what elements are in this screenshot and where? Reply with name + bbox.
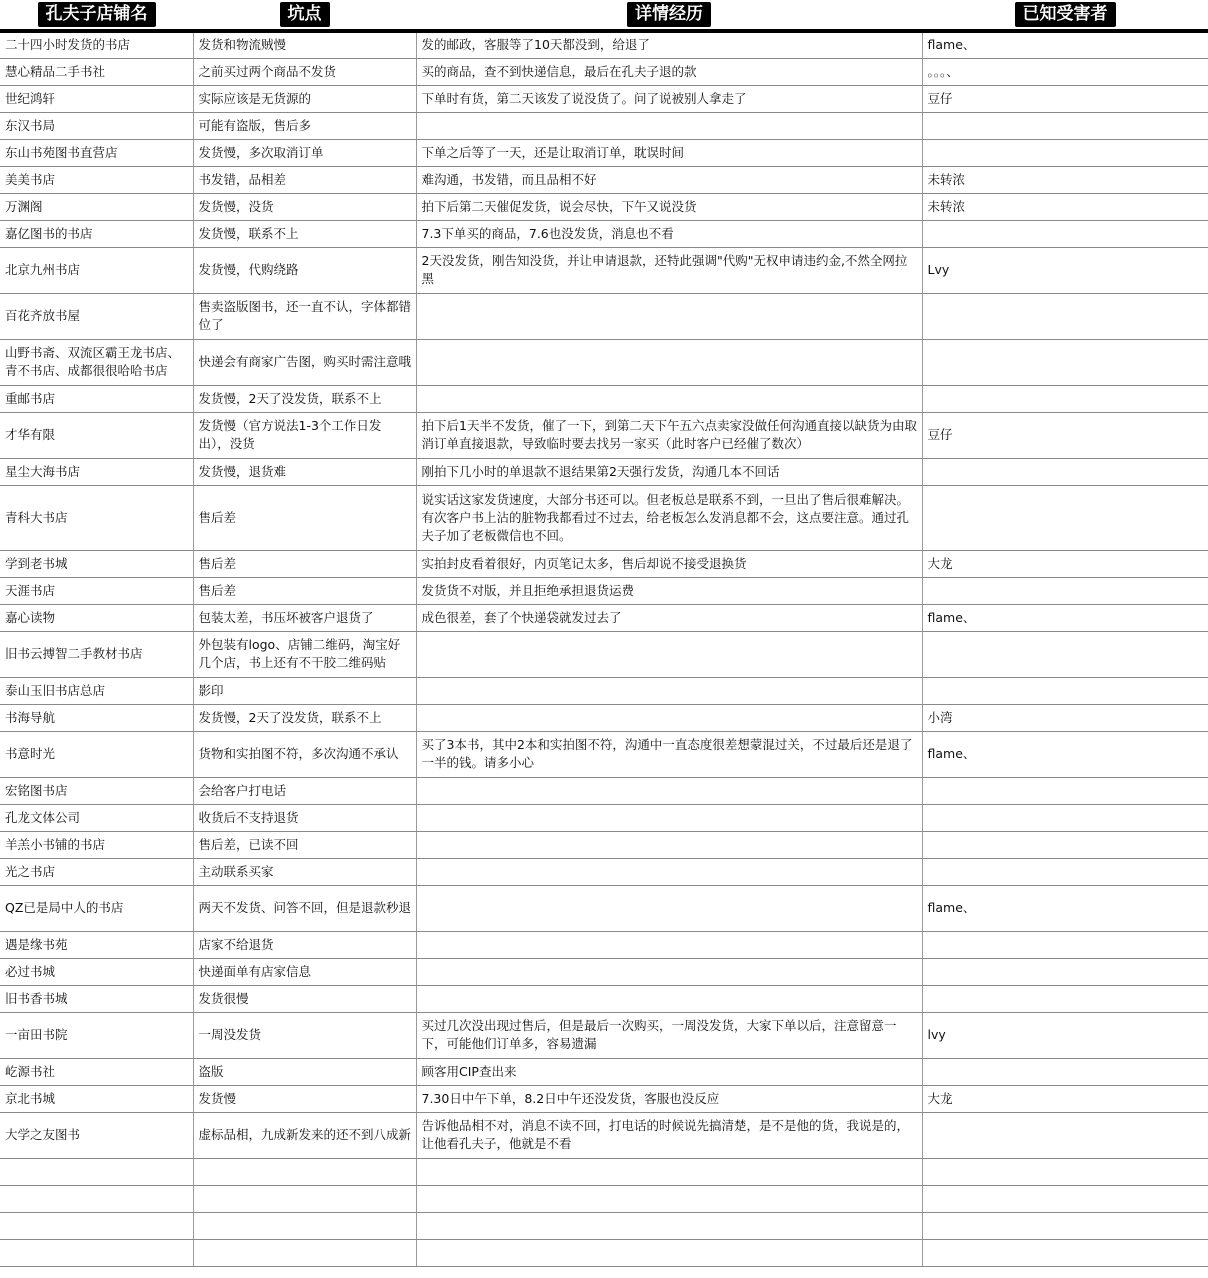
cell-shop-name: 大学之友图书 [0,1112,193,1158]
table-row [0,485,1208,550]
table-row [0,577,1208,604]
cell-victims: 未转浓 [922,166,1208,193]
table-row [0,193,1208,220]
cell-details: 发的邮政，客服等了10天都没到，给退了 [416,31,922,58]
cell-issue: 发货慢（官方说法1-3个工作日发出），没货 [193,412,416,458]
cell-shop-name: 羊羔小书铺的书店 [0,831,193,858]
cell-victims: 豆仔 [922,85,1208,112]
cell-issue: 发货慢，2天了没发货，联系不上 [193,704,416,731]
cell-details [416,112,922,139]
cell-victims [922,139,1208,166]
table-row [0,1185,1208,1212]
cell-details [416,677,922,704]
cell-details [416,293,922,339]
cell-issue: 发货慢 [193,1085,416,1112]
cell-details [416,339,922,385]
table-row [0,1058,1208,1085]
cell-issue: 售后差 [193,550,416,577]
cell-issue: 主动联系买家 [193,858,416,885]
cell-shop-name: 旧书云搏智二手教材书店 [0,631,193,677]
cell-victims [922,293,1208,339]
cell-details: 买了3本书，其中2本和实拍图不符，沟通中一直态度很差想蒙混过关，不过最后还是退了一半的钱。请多小心 [416,731,922,777]
cell-shop-name: 美美书店 [0,166,193,193]
table-row [0,339,1208,385]
header-row [0,0,1208,31]
cell-shop-name: 必过书城 [0,958,193,985]
cell-shop-name [0,1185,193,1212]
cell-details: 难沟通，书发错，而且品相不好 [416,166,922,193]
table-row [0,777,1208,804]
cell-victims [922,1185,1208,1212]
header-victims: 已知受害者 [922,0,1208,31]
table-row [0,550,1208,577]
cell-details [416,831,922,858]
cell-shop-name: 东汉书局 [0,112,193,139]
table-row [0,1212,1208,1239]
cell-issue: 发货慢，联系不上 [193,220,416,247]
cell-issue: 售卖盗版图书，还一直不认，字体都错位了 [193,293,416,339]
cell-details [416,931,922,958]
table-row [0,704,1208,731]
cell-victims [922,958,1208,985]
cell-shop-name: 孔龙文体公司 [0,804,193,831]
cell-issue [193,1158,416,1185]
cell-issue: 发货很慢 [193,985,416,1012]
table-row [0,931,1208,958]
cell-details [416,1185,922,1212]
cell-shop-name: 书意时光 [0,731,193,777]
cell-issue [193,1185,416,1212]
cell-details [416,1239,922,1266]
cell-victims: Lvy [922,247,1208,293]
cell-victims [922,804,1208,831]
cell-shop-name [0,1158,193,1185]
cell-victims: 大龙 [922,550,1208,577]
cell-victims: 。。。、 [922,58,1208,85]
cell-issue: 快递面单有店家信息 [193,958,416,985]
cell-issue: 发货慢，多次取消订单 [193,139,416,166]
cell-details [416,958,922,985]
cell-shop-name: 光之书店 [0,858,193,885]
cell-shop-name: 屹源书社 [0,1058,193,1085]
cell-shop-name: 星尘大海书店 [0,458,193,485]
table-row [0,958,1208,985]
cell-issue: 发货慢，退货难 [193,458,416,485]
cell-issue: 一周没发货 [193,1012,416,1058]
table-row [0,1112,1208,1158]
cell-victims [922,1212,1208,1239]
table-row [0,604,1208,631]
cell-victims [922,931,1208,958]
cell-issue: 店家不给退货 [193,931,416,958]
cell-shop-name: 重邮书店 [0,385,193,412]
cell-victims [922,112,1208,139]
cell-shop-name: 山野书斋、双流区霸王龙书店、青不书店、成都很很哈哈书店 [0,339,193,385]
cell-victims [922,458,1208,485]
cell-details: 实拍封皮看着很好，内页笔记太多，售后却说不接受退换货 [416,550,922,577]
cell-issue: 影印 [193,677,416,704]
header-details: 详情经历 [416,0,922,31]
cell-issue: 盗版 [193,1058,416,1085]
table-row [0,247,1208,293]
cell-shop-name: 东山书苑图书直营店 [0,139,193,166]
cell-victims: 小湾 [922,704,1208,731]
cell-victims: flame、 [922,885,1208,931]
cell-details: 买的商品，查不到快递信息，最后在孔夫子退的款 [416,58,922,85]
cell-issue: 两天不发货、问答不回，但是退款秒退 [193,885,416,931]
cell-issue [193,1212,416,1239]
cell-victims [922,1158,1208,1185]
cell-shop-name: 万渊阁 [0,193,193,220]
table-row [0,1012,1208,1058]
header-shop-name: 孔夫子店铺名 [0,0,193,31]
cell-details: 下单时有货，第二天该发了说没货了。问了说被别人拿走了 [416,85,922,112]
cell-victims [922,1112,1208,1158]
table-row [0,412,1208,458]
cell-victims [922,677,1208,704]
cell-details [416,858,922,885]
header-issue: 坑点 [193,0,416,31]
cell-shop-name: 遇是缘书苑 [0,931,193,958]
cell-details: 刚拍下几小时的单退款不退结果第2天强行发货，沟通几本不回话 [416,458,922,485]
cell-shop-name: 学到老书城 [0,550,193,577]
cell-victims: 豆仔 [922,412,1208,458]
table-row [0,804,1208,831]
cell-victims: flame、 [922,604,1208,631]
cell-issue: 会给客户打电话 [193,777,416,804]
table-row [0,831,1208,858]
cell-details: 成色很差，套了个快递袋就发过去了 [416,604,922,631]
cell-victims [922,577,1208,604]
table-row [0,385,1208,412]
cell-issue: 可能有盗版，售后多 [193,112,416,139]
cell-details: 7.30日中午下单，8.2日中午还没发货，客服也没反应 [416,1085,922,1112]
cell-details: 告诉他品相不对，消息不读不回，打电话的时候说先搞清楚，是不是他的货，我说是的，让他看孔夫子，他就是不看 [416,1112,922,1158]
cell-issue: 售后差 [193,485,416,550]
cell-details: 2天没发货，刚告知没货，并让申请退款，还特此强调"代购"无权申请违约金,不然全网拉黑 [416,247,922,293]
cell-shop-name: 一亩田书院 [0,1012,193,1058]
table-row [0,166,1208,193]
cell-details [416,704,922,731]
cell-victims [922,220,1208,247]
cell-shop-name: 青科大书店 [0,485,193,550]
cell-issue: 实际应该是无货源的 [193,85,416,112]
cell-victims [922,831,1208,858]
cell-issue: 收货后不支持退货 [193,804,416,831]
table-row [0,1158,1208,1185]
cell-shop-name: 二十四小时发货的书店 [0,31,193,58]
cell-details: 发货货不对版，并且拒绝承担退货运费 [416,577,922,604]
cell-details [416,385,922,412]
cell-details: 拍下后第二天催促发货，说会尽快，下午又说没货 [416,193,922,220]
cell-issue: 之前买过两个商品不发货 [193,58,416,85]
table-row [0,677,1208,704]
table-row [0,885,1208,931]
cell-details [416,1158,922,1185]
cell-shop-name: 世纪鸿轩 [0,85,193,112]
cell-issue [193,1239,416,1266]
cell-victims [922,1239,1208,1266]
cell-details [416,777,922,804]
cell-victims: 大龙 [922,1085,1208,1112]
table-row [0,631,1208,677]
cell-issue: 发货慢，没货 [193,193,416,220]
cell-victims: flame、 [922,31,1208,58]
cell-shop-name: 泰山玉旧书店总店 [0,677,193,704]
cell-shop-name: QZ已是局中人的书店 [0,885,193,931]
cell-victims: lvy [922,1012,1208,1058]
cell-issue: 外包装有logo、店铺二维码，淘宝好几个店，书上还有不干胶二维码贴 [193,631,416,677]
table-row [0,58,1208,85]
table-row [0,31,1208,58]
cell-victims: flame、 [922,731,1208,777]
table-row [0,858,1208,885]
cell-shop-name: 京北书城 [0,1085,193,1112]
cell-shop-name [0,1239,193,1266]
cell-shop-name: 书海导航 [0,704,193,731]
cell-issue: 快递会有商家广告图，购买时需注意哦 [193,339,416,385]
cell-details: 顾客用CIP查出来 [416,1058,922,1085]
cell-issue: 售后差，已读不回 [193,831,416,858]
cell-issue: 虚标品相，九成新发来的还不到八成新 [193,1112,416,1158]
cell-shop-name: 宏铭图书店 [0,777,193,804]
table-row [0,458,1208,485]
cell-issue: 书发错，品相差 [193,166,416,193]
table-row [0,220,1208,247]
table-row [0,1085,1208,1112]
table-row [0,139,1208,166]
cell-issue: 售后差 [193,577,416,604]
cell-victims: 未转浓 [922,193,1208,220]
cell-shop-name: 天涯书店 [0,577,193,604]
cell-details: 7.3下单买的商品，7.6也没发货，消息也不看 [416,220,922,247]
cell-details [416,1212,922,1239]
table-body [0,31,1208,1266]
cell-issue: 发货慢，2天了没发货，联系不上 [193,385,416,412]
cell-issue: 包装太差，书压坏被客户退货了 [193,604,416,631]
cell-issue: 发货和物流贼慢 [193,31,416,58]
cell-victims [922,631,1208,677]
cell-victims [922,339,1208,385]
cell-victims [922,777,1208,804]
table-row [0,85,1208,112]
cell-details [416,804,922,831]
cell-details: 买过几次没出现过售后，但是最后一次购买，一周没发货，大家下单以后，注意留意一下，可能他们订单多，容易遗漏 [416,1012,922,1058]
table-row [0,112,1208,139]
table-row [0,293,1208,339]
cell-details: 说实话这家发货速度，大部分书还可以。但老板总是联系不到，一旦出了售后很难解决。有次客户书上沾的脏物我都看过不过去，给老板怎么发消息都不会，这点要注意。通过孔夫子加了老板微信也不回。 [416,485,922,550]
cell-shop-name: 嘉心读物 [0,604,193,631]
table-row [0,1239,1208,1266]
cell-shop-name: 嘉亿图书的书店 [0,220,193,247]
table-row [0,731,1208,777]
cell-victims [922,385,1208,412]
cell-shop-name: 旧书香书城 [0,985,193,1012]
cell-victims [922,485,1208,550]
cell-issue: 货物和实拍图不符，多次沟通不承认 [193,731,416,777]
cell-details [416,631,922,677]
cell-details [416,985,922,1012]
cell-issue: 发货慢，代购绕路 [193,247,416,293]
cell-victims [922,1058,1208,1085]
cell-details: 拍下后1天半不发货，催了一下，到第二天下午五六点卖家没做任何沟通直接以缺货为由取消订单直接退款，导致临时要去找另一家买（此时客户已经催了数次） [416,412,922,458]
cell-shop-name: 慧心精品二手书社 [0,58,193,85]
cell-shop-name: 才华有限 [0,412,193,458]
cell-shop-name: 北京九州书店 [0,247,193,293]
cell-shop-name: 百花齐放书屋 [0,293,193,339]
cell-shop-name [0,1212,193,1239]
cell-victims [922,985,1208,1012]
cell-details: 下单之后等了一天，还是让取消订单，耽误时间 [416,139,922,166]
cell-victims [922,858,1208,885]
cell-details [416,885,922,931]
table-row [0,985,1208,1012]
